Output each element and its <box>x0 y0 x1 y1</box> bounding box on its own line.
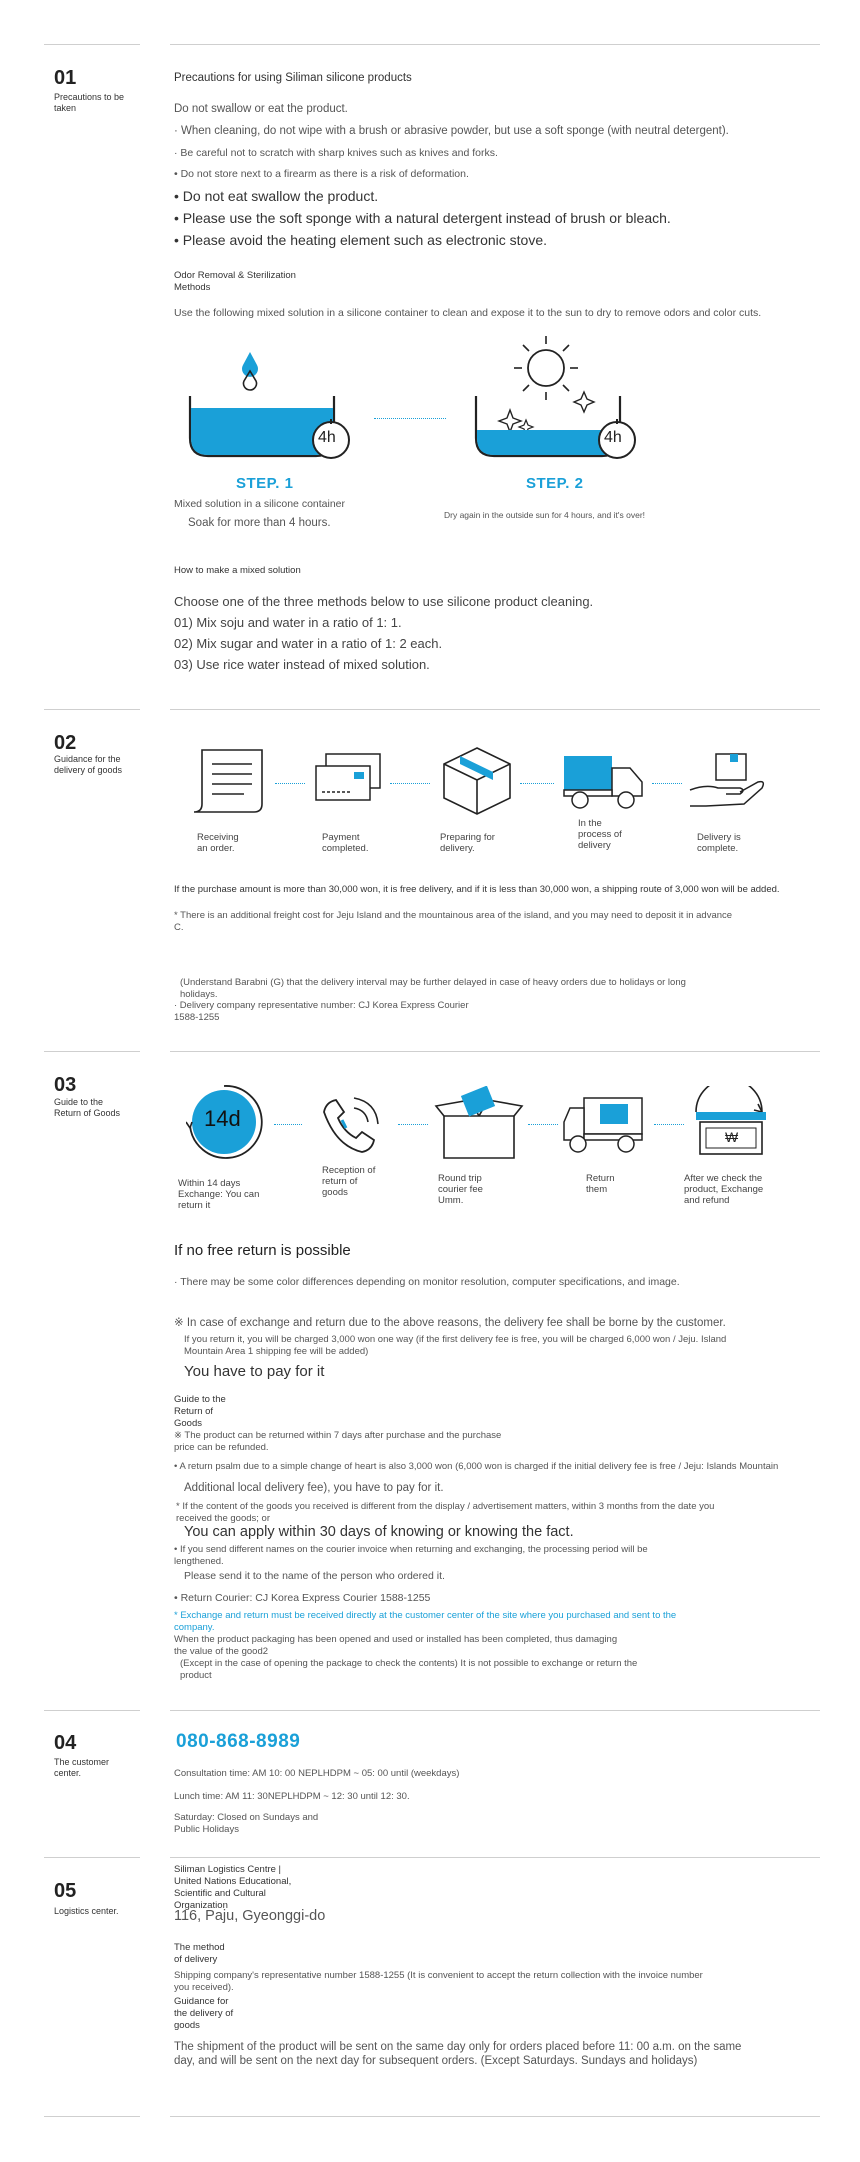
precaution-line: • Do not store next to a firearm as there is a risk of deformation. <box>174 168 469 180</box>
send-name-text: Please send it to the name of the person who ordered it. <box>184 1570 445 1582</box>
section-number: 05 <box>54 1880 77 1902</box>
return-step-label: Return them <box>586 1173 615 1195</box>
divider <box>44 709 140 710</box>
shipment-text: The shipment of the product will be sent on the same day only for orders placed before 11: 00 a.m. on the same day, and will be sent on the next day for subsequent orders. (Except Saturdays. Sundays and holidays) <box>174 2041 742 2067</box>
shipping-company-text: Shipping company's representative number 1588-1255 (It is convenient to accept the return collection with the invoice number you received). <box>174 1970 703 1993</box>
section-heading: Precautions for using Siliman silicone products <box>174 72 412 84</box>
hand-package-icon <box>686 750 772 812</box>
exchange-fee-text: ※ In case of exchange and return due to the above reasons, the delivery fee shall be borne by the customer. <box>174 1317 726 1329</box>
return-step-label: Within 14 days Exchange: You can return it <box>178 1178 260 1211</box>
return-step-label: Reception of return of goods <box>322 1165 376 1198</box>
color-difference-text: · There may be some color differences depending on monitor resolution, computer specifications, and image. <box>174 1276 680 1288</box>
divider <box>44 1051 140 1052</box>
mix-line: 01) Mix soju and water in a ratio of 1: 1. <box>174 615 402 630</box>
step-connector <box>374 418 446 419</box>
section-number: 04 <box>54 1732 77 1754</box>
divider <box>44 1857 140 1858</box>
step-connector <box>398 1124 428 1125</box>
box-icon <box>440 744 514 818</box>
holiday-note: Saturday: Closed on Sundays and Public Holidays <box>174 1812 319 1835</box>
precaution-line: · Be careful not to scratch with sharp knives such as knives and forks. <box>174 147 498 159</box>
step-2-caption: Dry again in the outside sun for 4 hours, and it's over! <box>444 510 646 520</box>
no-free-return-heading: If no free return is possible <box>174 1242 351 1259</box>
content-difference-text: * If the content of the goods you received is different from the display / advertisement matters, within 3 months from the date you received the goods; or <box>176 1501 715 1524</box>
consultation-time: Consultation time: AM 10: 00 NEPLHDPM ~ 05: 00 until (weekdays) <box>174 1768 460 1779</box>
sun-icon <box>528 350 564 386</box>
odor-text: Use the following mixed solution in a silicone container to clean and expose it to the sun to dry to remove odors and color cuts. <box>174 307 762 319</box>
divider <box>170 1051 820 1052</box>
payment-card-icon <box>314 752 384 810</box>
step-2-label: STEP. 2 <box>526 475 584 492</box>
pay-text: You have to pay for it <box>184 1363 325 1380</box>
packaging-text: When the product packaging has been opened and used or installed has been completed, thus damaging the value of the good2 <box>174 1634 618 1657</box>
timer-label: 4h <box>604 429 622 446</box>
return-truck-icon <box>562 1094 648 1154</box>
precaution-line-large: • Please use the soft sponge with a natural detergent instead of brush or bleach. <box>174 210 671 226</box>
delivery-guidance-label: Guidance for the delivery of goods <box>174 1996 234 2031</box>
order-scroll-icon <box>188 744 272 818</box>
charge-text: If you return it, you will be charged 3,000 won one way (if the first delivery fee is free, you will be charged 6,000 won / Jeju. Island Mountain Area 1 shipping fee will be added) <box>184 1334 727 1357</box>
return-step-label: After we check the product, Exchange and refund <box>684 1173 764 1206</box>
logistics-center-name: Siliman Logistics Centre | United Nations Educational, Scientific and Cultural Organization <box>174 1864 292 1911</box>
divider <box>170 1857 820 1858</box>
delivery-truck-icon <box>562 752 648 812</box>
section-number: 03 <box>54 1074 77 1096</box>
precaution-line-large: • Please avoid the heating element such as electronic stove. <box>174 232 548 248</box>
step-1-caption: Mixed solution in a silicone container <box>174 498 346 510</box>
phone-icon <box>316 1090 386 1160</box>
section-subtitle: The customer center. <box>54 1757 110 1778</box>
return-guide-label: Guide to the Return of Goods <box>174 1394 226 1429</box>
apply-text: You can apply within 30 days of knowing or knowing the fact. <box>184 1524 574 1540</box>
odor-heading: Odor Removal & Sterilization Methods <box>174 270 296 293</box>
except-text: (Except in the case of opening the package to check the contents) It is not possible to exchange or return the product <box>180 1658 638 1681</box>
names-text: • If you send different names on the courier invoice when returning and exchanging, the processing period will be lengthened. <box>174 1544 648 1567</box>
customer-phone-number[interactable]: 080-868-8989 <box>176 1731 301 1752</box>
step-1-caption: Soak for more than 4 hours. <box>188 517 331 529</box>
divider <box>44 44 140 45</box>
jeju-text: * There is an additional freight cost for Jeju Island and the mountainous area of the island, and you may need to deposit it in advance C. <box>174 910 733 933</box>
step-connector <box>654 1124 684 1125</box>
delivery-step-label: Receiving an order. <box>197 832 239 854</box>
step-1-label: STEP. 1 <box>236 475 294 492</box>
section-number: 01 <box>54 67 77 89</box>
delivery-method-label: The method of delivery <box>174 1942 225 1965</box>
divider <box>170 2116 820 2117</box>
section-subtitle: Precautions to be taken <box>54 92 125 113</box>
timer-label: 4h <box>318 429 336 446</box>
logistics-address: 116, Paju, Gyeonggi-do <box>174 1908 326 1924</box>
return-box-icon <box>434 1086 524 1162</box>
refund-text: ※ The product can be returned within 7 days after purchase and the purchase price can be refunded. <box>174 1430 502 1453</box>
delivery-step-label: Payment completed. <box>322 832 369 854</box>
sun-dry-illustration <box>472 330 652 460</box>
step-connector <box>275 783 305 784</box>
step-connector <box>520 783 554 784</box>
delivery-step-label: In the process of delivery <box>578 818 622 851</box>
delivery-step-label: Delivery is complete. <box>697 832 741 854</box>
divider <box>170 1710 820 1711</box>
precaution-line: Do not swallow or eat the product. <box>174 103 348 115</box>
section-subtitle: Guide to the Return of Goods <box>54 1097 121 1118</box>
free-delivery-text: If the purchase amount is more than 30,000 won, it is free delivery, and if it is less than 30,000 won, a shipping route of 3,000 won will be added. <box>174 884 780 895</box>
badge-label: 14d <box>204 1106 241 1131</box>
step-connector <box>528 1124 558 1125</box>
lunch-time: Lunch time: AM 11: 30NEPLHDPM ~ 12: 30 until 12: 30. <box>174 1791 410 1802</box>
divider <box>44 2116 140 2117</box>
section-number: 02 <box>54 732 77 754</box>
delivery-step-label: Preparing for delivery. <box>440 832 495 854</box>
step-connector <box>390 783 430 784</box>
step-connector <box>274 1124 302 1125</box>
divider <box>44 1710 140 1711</box>
mix-line: 02) Mix sugar and water in a ratio of 1: 2 each. <box>174 636 443 651</box>
divider <box>170 709 820 710</box>
mix-line: 03) Use rice water instead of mixed solution. <box>174 657 430 672</box>
precaution-line: · When cleaning, do not wipe with a brush or abrasive powder, but use a soft sponge (with neutral detergent). <box>174 125 729 137</box>
customer-center-note: * Exchange and return must be received directly at the customer center of the site where you purchased and sent to the company. <box>174 1610 677 1633</box>
water-drop-icon <box>242 352 258 377</box>
heart-text: • A return psalm due to a simple change of heart is also 3,000 won (6,000 won is charged if the initial delivery fee is free / Jeju: Islands Mountain <box>174 1461 779 1472</box>
mix-line: Choose one of the three methods below to use silicone product cleaning. <box>174 594 594 609</box>
return-step-label: Round trip courier fee Umm. <box>438 1173 483 1206</box>
precaution-line-large: • Do not eat swallow the product. <box>174 188 379 204</box>
section-subtitle: Logistics center. <box>54 1906 119 1916</box>
courier-text: · Delivery company representative number: CJ Korea Express Courier 1588-1255 <box>174 1000 469 1023</box>
return-courier-text: • Return Courier: CJ Korea Express Courier 1588-1255 <box>174 1592 431 1604</box>
section-subtitle: Guidance for the delivery of goods <box>54 754 123 775</box>
understand-text: (Understand Barabni (G) that the delivery interval may be further delayed in case of heavy orders due to holidays or long holidays. <box>180 977 686 1000</box>
mix-heading: How to make a mixed solution <box>174 565 301 576</box>
local-fee-text: Additional local delivery fee), you have to pay for it. <box>184 1482 444 1494</box>
divider <box>170 44 820 45</box>
won-symbol: ₩ <box>725 1129 739 1145</box>
step-connector <box>652 783 682 784</box>
refund-icon <box>688 1086 770 1162</box>
